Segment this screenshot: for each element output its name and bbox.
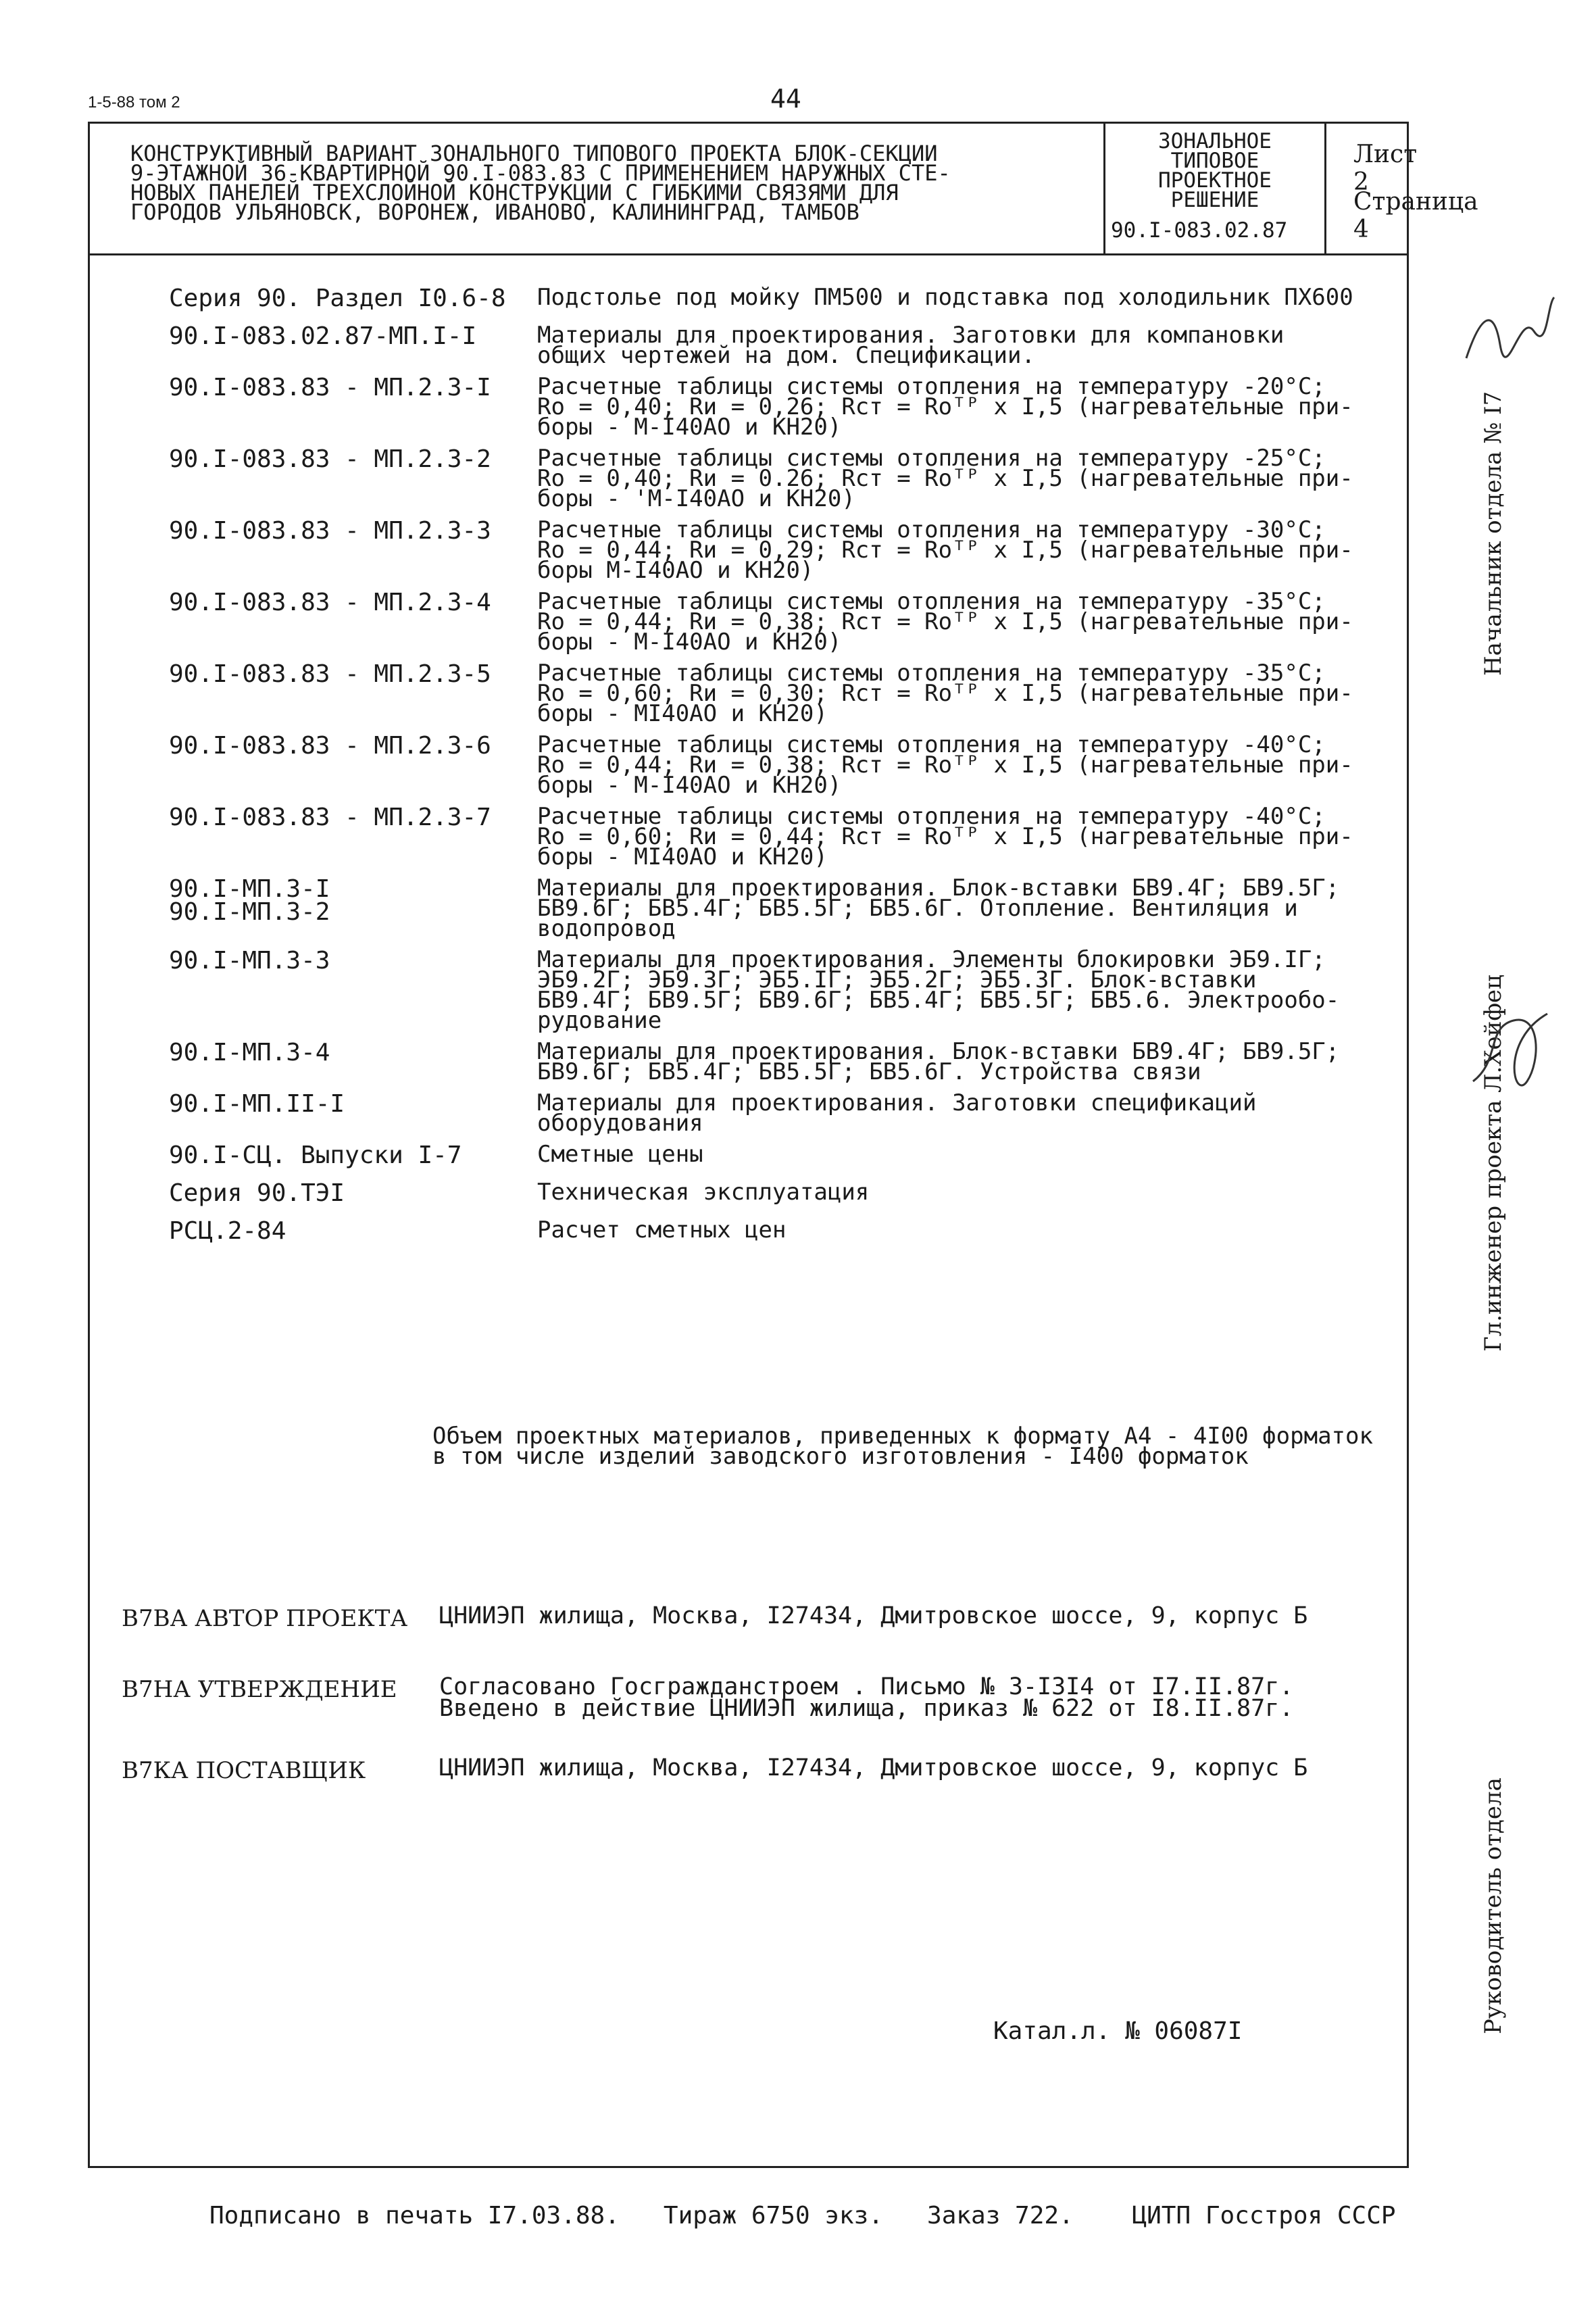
print-footer: Подписано в печать I7.03.88. Тираж 6750 экз. Заказ 722. ЦИТП Госстроя СССР (209, 2202, 1396, 2230)
item-description: Техническая эксплуатация (537, 1179, 870, 1206)
item-code: 90.I-083.83 - МП.2.3-2 (169, 445, 491, 473)
item-code: Серия 90. Раздел I0.6-8 (169, 285, 506, 312)
list-item (169, 875, 1385, 942)
meta-author (122, 1602, 1372, 1632)
item-code: 90.I-083.83 - МП.2.3-6 (169, 732, 491, 760)
meta-value: ЦНИИЭП жилища, Москва, I27434, Дмитровское шоссе, 9, корпус Б (439, 1602, 1308, 1629)
item-description: Расчетные таблицы системы отопления на температуру -30°С; Ro = 0,44; Rи = 0,29; Rст = Roᵀᴾ x I,5 (нагревательные при- боры М-I40АО и КН20) (537, 516, 1353, 584)
item-description: Сметные цены (537, 1141, 703, 1168)
meta-value: Согласовано Госгражданстроем . Письмо № 3-I3I4 от I7.II.87г. Введено в действие ЦНИИЭП жилища, приказ № 622 от I8.II.87г. (439, 1673, 1294, 1722)
item-code: Серия 90.ТЭI (169, 1179, 345, 1207)
list-item (169, 588, 1385, 656)
item-description: Расчетные таблицы системы отопления на температуру -40°С; Ro = 0,60; Rи = 0,44; Rст = Roᵀᴾ x I,5 (нагревательные при- боры - МI40АО и КН20) (537, 803, 1353, 870)
item-code: 90.I-083.83 - МП.2.3-4 (169, 589, 491, 616)
item-description: Материалы для проектирования. Блок-вставки БВ9.4Г; БВ9.5Г; БВ9.6Г; БВ5.4Г; БВ5.5Г; БВ5.6Г. Устройства связи (537, 1038, 1340, 1085)
list-item (169, 1179, 1385, 1207)
item-description: Расчетные таблицы системы отопления на температуру -20°С; Ro = 0,40; Rи = 0,26; Rст = Roᵀᴾ x I,5 (нагревательные при- боры - М-I40АО и КН20) (537, 373, 1353, 441)
document-list (169, 284, 1385, 1258)
catalog-number: Катал.л. № 06087I (993, 2017, 1243, 2045)
volume-note: Объем проектных материалов, приведенных к формату А4 - 4I00 форматок в том числе изделий заводского изготовления - I400 форматок (432, 1423, 1373, 1470)
item-code: 90.I-083.83 - МП.2.3-7 (169, 804, 491, 831)
item-description: Расчетные таблицы системы отопления на температуру -25°С; Ro = 0,40; Rи = 0.26; Rст = Roᵀᴾ x I,5 (нагревательные при- боры - 'М-I40АО и КН20) (537, 445, 1353, 512)
list-item (169, 516, 1385, 584)
sheet-number: Лист 2 (1353, 141, 1418, 196)
item-code: 90.I-083.02.87-МП.I-I (169, 322, 477, 350)
handwritten-signature-1 (1460, 291, 1561, 372)
item-code: 90.I-МП.II-I (169, 1090, 345, 1118)
page-label: Страница 4 (1353, 188, 1478, 243)
list-item (169, 803, 1385, 870)
item-code: 90.I-083.83 - МП.2.3-3 (169, 517, 491, 545)
item-description: Расчетные таблицы системы отопления на температуру -35°С; Ro = 0,44; Rи = 0,38; Rст = Roᵀᴾ x I,5 (нагревательные при- боры - М-I40АО и КН20) (537, 588, 1353, 656)
item-description: Материалы для проектирования. Элементы блокировки ЭБ9.IГ; ЭБ9.2Г; ЭБ9.3Г; ЭБ5.IГ; ЭБ5.2Г; ЭБ5.3Г. Блок-вставки БВ9.4Г; БВ9.5Г; БВ9.6Г; БВ5.4Г; БВ5.5Г; БВ5.6. Электрообо- рудование (537, 946, 1340, 1034)
document-title: КОНСТРУКТИВНЫЙ ВАРИАНТ ЗОНАЛЬНОГО ТИПОВОГО ПРОЕКТА БЛОК-СЕКЦИИ 9-ЭТАЖНОЙ 36-КВАРТИРНОЙ 90.I-083.83 С ПРИМЕНЕНИЕМ НАРУЖНЫХ СТЕ- НОВЫХ ПАНЕЛЕЙ ТРЕХСЛОЙНОЙ КОНСТРУКЦИИ С ГИБКИМИ СВЯЗЯМИ ДЛЯ ГОРОДОВ УЛЬЯНОВСК, ВОРОНЕЖ, ИВАНОВО, КАЛИНИНГРАД, ТАМБОВ (130, 141, 951, 225)
meta-label: В7КА ПОСТАВЩИК (122, 1757, 366, 1784)
item-code: РСЦ.2-84 (169, 1217, 286, 1245)
side-signature-chief-engineer: Гл.инженер проекта Л.Хейфец (1480, 975, 1507, 1352)
volume-note-top: 1-5-88 том 2 (88, 93, 180, 112)
item-description: Материалы для проектирования. Заготовки спецификаций оборудования (537, 1089, 1257, 1137)
item-code: 90.I-083.83 - МП.2.3-5 (169, 660, 491, 688)
list-item (169, 731, 1385, 799)
item-code: 90.I-СЦ. Выпуски I-7 (169, 1141, 462, 1169)
list-item (169, 1141, 1385, 1169)
document-type-cell (1103, 124, 1326, 253)
item-code: 90.I-МП.3-3 (169, 947, 330, 975)
list-item (169, 284, 1385, 312)
item-description: Расчет сметных цен (537, 1216, 787, 1244)
title-block (88, 122, 1478, 255)
item-description: Расчетные таблицы системы отопления на температуру -40°С; Ro = 0,44; Rи = 0,38; Rст = Roᵀᴾ x I,5 (нагревательные при- боры - М-I40АО и КН20) (537, 731, 1353, 799)
list-item (169, 1038, 1385, 1085)
list-item (169, 660, 1385, 727)
list-item (169, 445, 1385, 512)
item-description: Материалы для проектирования. Блок-вставки БВ9.4Г; БВ9.5Г; БВ9.6Г; БВ5.4Г; БВ5.5Г; БВ5.6Г. Отопление. Вентиляция и водопровод (537, 875, 1340, 942)
item-description: Расчетные таблицы системы отопления на температуру -35°С; Ro = 0,60; Rи = 0,30; Rст = Roᵀᴾ x I,5 (нагревательные при- боры - МI40АО и КН20) (537, 660, 1353, 727)
list-item (169, 1216, 1385, 1245)
item-description: Материалы для проектирования. Заготовки для компановки общих чертежей на дом. Спецификации. (537, 322, 1285, 369)
handwritten-signature-2 (1460, 1000, 1561, 1095)
item-code: 90.I-083.83 - МП.2.3-I (169, 374, 491, 401)
meta-value: ЦНИИЭП жилища, Москва, I27434, Дмитровское шоссе, 9, корпус Б (439, 1754, 1308, 1781)
page-number: 44 (770, 84, 801, 114)
side-signature-department-head: Начальник отдела № I7 (1480, 391, 1507, 676)
meta-approval (122, 1673, 1372, 1722)
list-item (169, 373, 1385, 441)
list-item (169, 1089, 1385, 1137)
item-code: 90.I-МП.3-I 90.I-МП.3-2 (169, 875, 330, 926)
item-code: 90.I-МП.3-4 (169, 1039, 330, 1066)
list-item (169, 322, 1385, 369)
list-item (169, 946, 1385, 1034)
document-type: ЗОНАЛЬНОЕ ТИПОВОЕ ПРОЕКТНОЕ РЕШЕНИЕ (1158, 129, 1272, 212)
meta-label: В7НА УТВЕРЖДЕНИЕ (122, 1676, 397, 1703)
meta-label: В7ВА АВТОР ПРОЕКТА (122, 1605, 408, 1632)
meta-supplier (122, 1754, 1372, 1784)
item-description: Подстолье под мойку ПМ500 и подставка под холодильник ПХ600 (537, 284, 1353, 311)
side-signature-group-head: Руководитель отдела (1480, 1777, 1507, 2034)
document-code: 90.I-083.02.87 (1111, 218, 1288, 243)
